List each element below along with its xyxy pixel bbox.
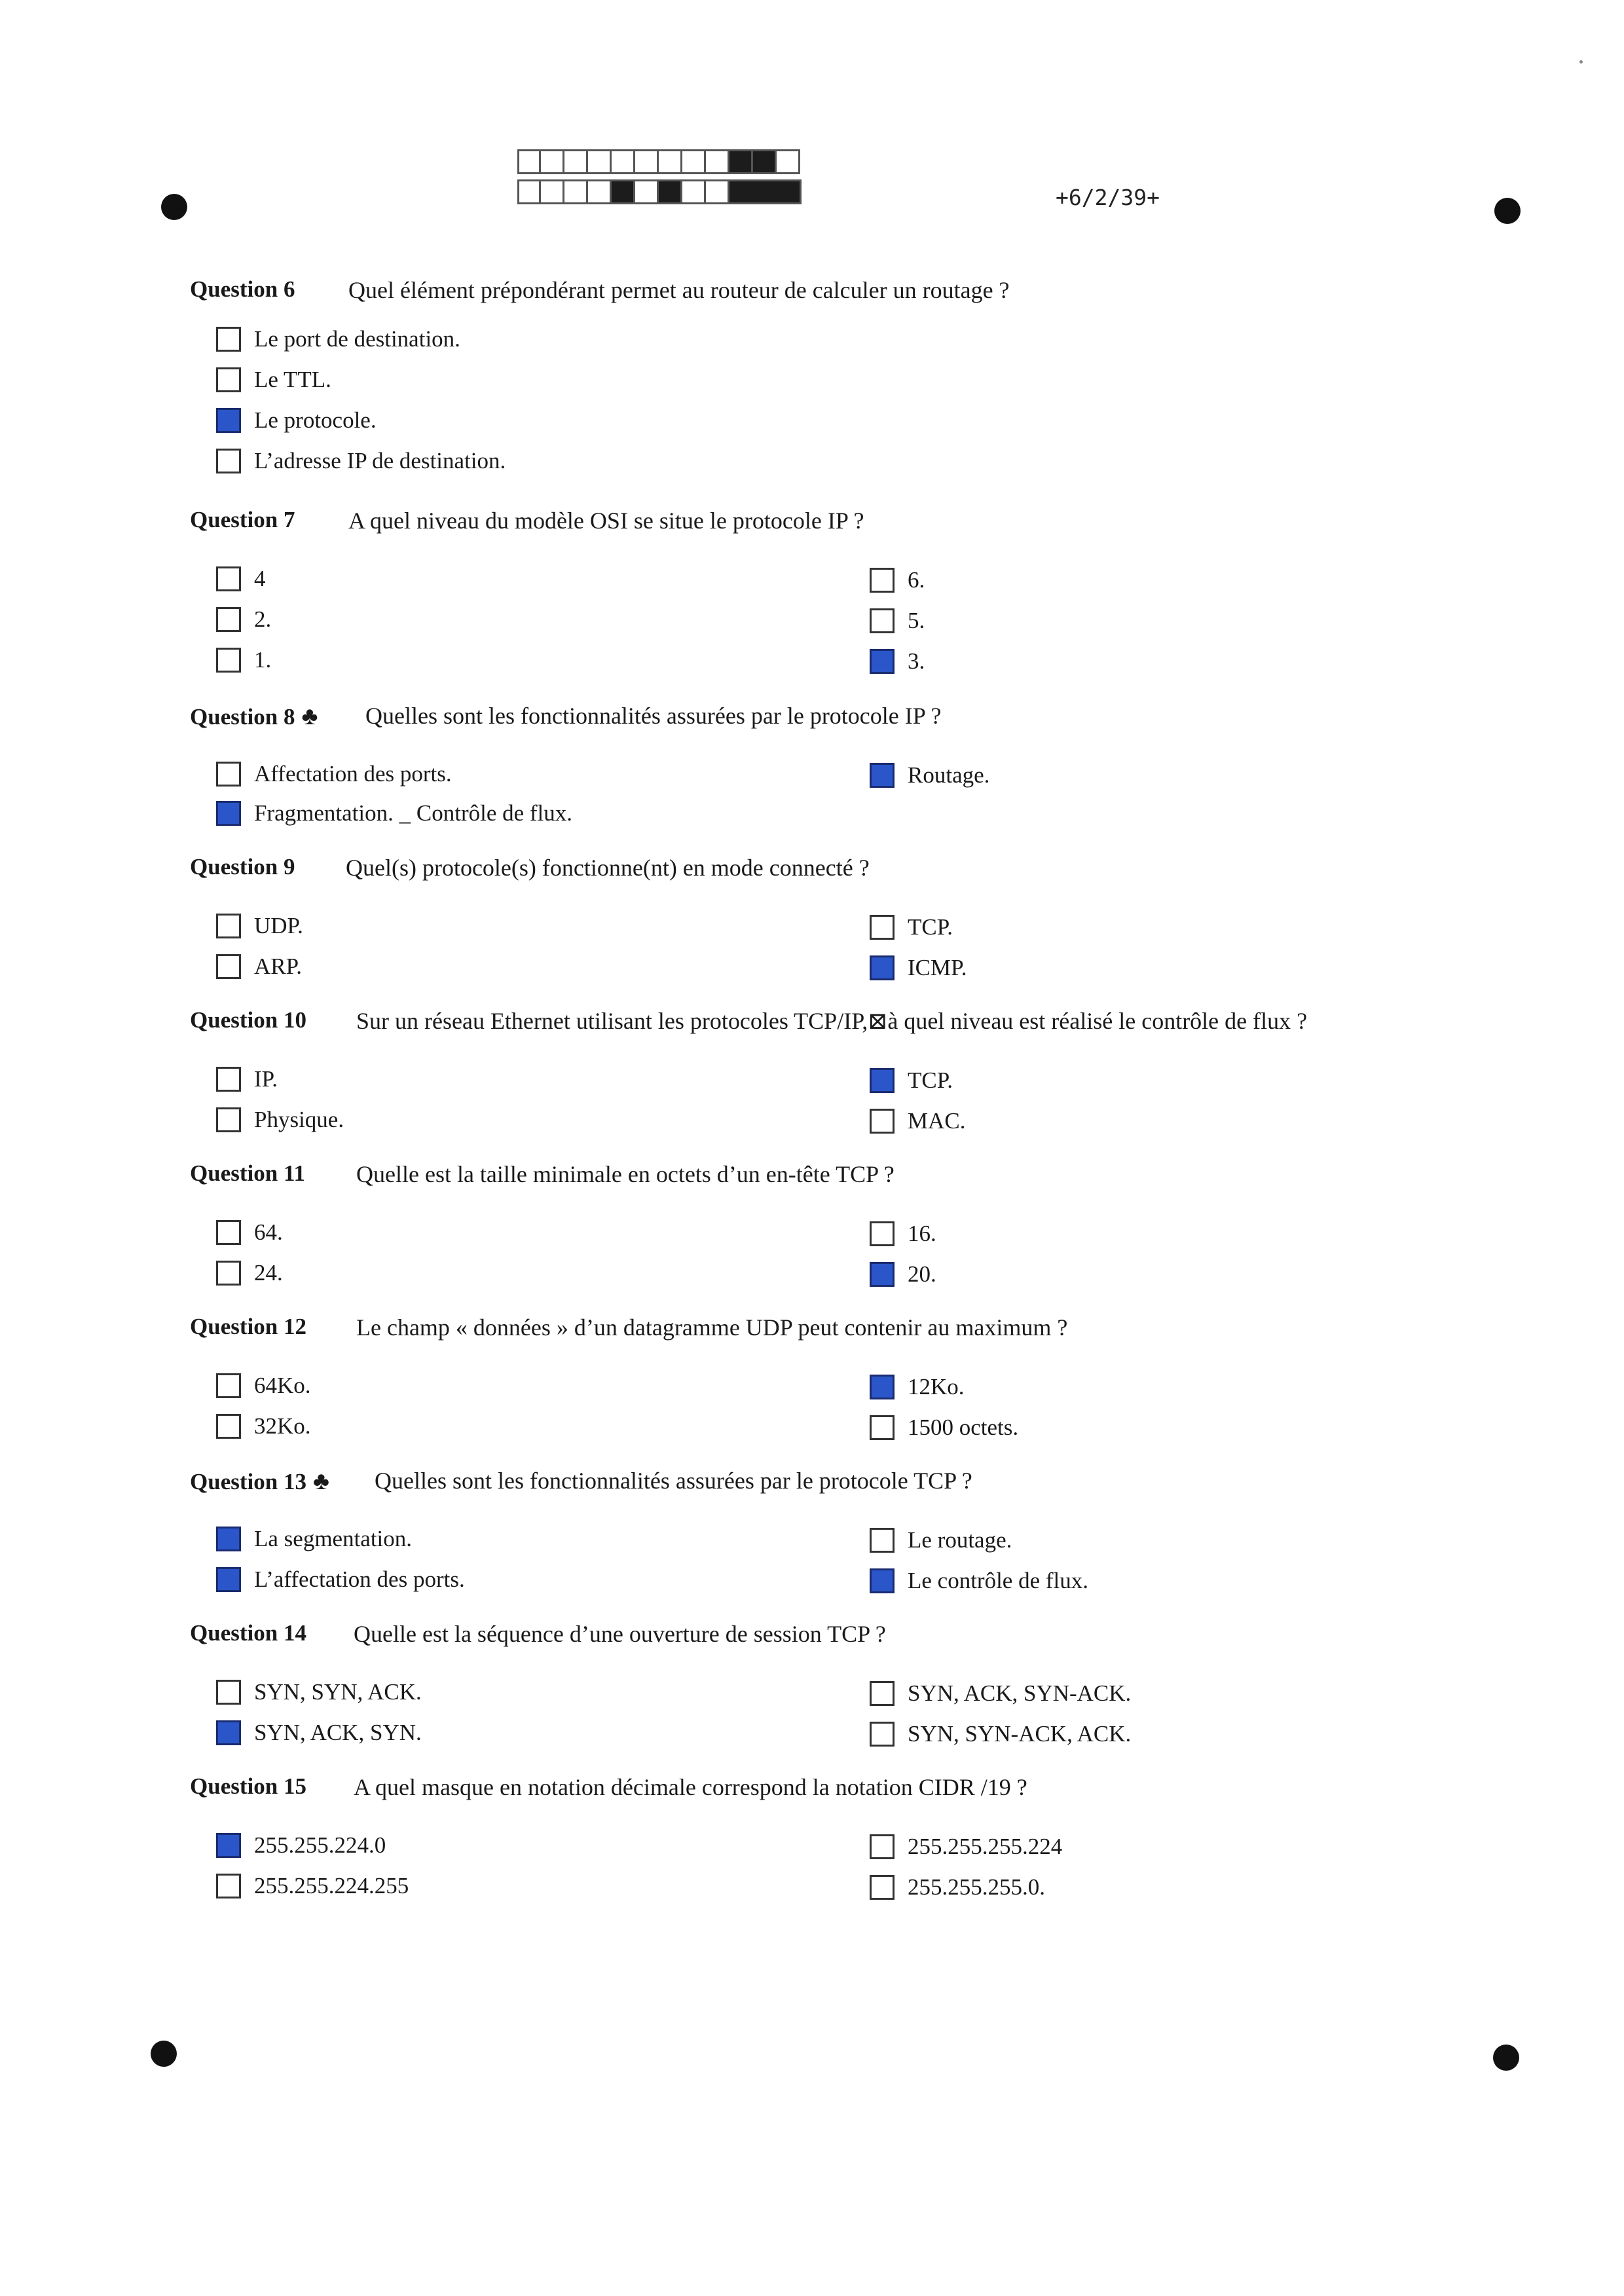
- choice-label: 12Ko.: [908, 1374, 965, 1399]
- checkbox[interactable]: [216, 1261, 241, 1286]
- checkbox[interactable]: [216, 954, 241, 979]
- choice-label: 32Ko.: [254, 1413, 311, 1439]
- question-text: Quelles sont les fonctionnalités assurées par le protocole IP ?: [365, 703, 942, 729]
- checkbox[interactable]: [216, 607, 241, 632]
- choice-label: 20.: [908, 1261, 936, 1287]
- question-header: [190, 1314, 306, 1340]
- choice-label: MAC.: [908, 1108, 966, 1134]
- question-label: Question 6: [190, 276, 295, 302]
- checkbox[interactable]: [216, 648, 241, 673]
- question-text: Quelles sont les fonctionnalités assurées par le protocole TCP ?: [375, 1468, 972, 1494]
- choice[interactable]: [870, 1834, 1062, 1860]
- checkbox[interactable]: [870, 608, 895, 633]
- checkbox-checked[interactable]: [216, 1527, 241, 1551]
- checkbox[interactable]: [216, 449, 241, 473]
- choice-label: ARP.: [254, 954, 302, 979]
- code-cell: [706, 179, 729, 204]
- question-header: [190, 702, 318, 731]
- code-cell: [517, 149, 541, 174]
- checkbox[interactable]: [216, 1107, 241, 1132]
- club-icon: ♣: [301, 703, 318, 730]
- choice-label: 255.255.224.255: [254, 1873, 409, 1898]
- checkbox[interactable]: [870, 1722, 895, 1747]
- choice-label: IP.: [254, 1066, 278, 1092]
- code-cell: [635, 149, 659, 174]
- choice-label: UDP.: [254, 913, 303, 938]
- page-code: +6/2/39+: [1056, 185, 1160, 210]
- choice[interactable]: [216, 326, 460, 352]
- choice[interactable]: [216, 407, 377, 434]
- checkbox[interactable]: [216, 367, 241, 392]
- choice[interactable]: [216, 1260, 283, 1286]
- choice[interactable]: [870, 1374, 965, 1400]
- checkbox[interactable]: [216, 914, 241, 938]
- question-13: [190, 1467, 1434, 1618]
- checkbox-checked[interactable]: [870, 1262, 895, 1287]
- choice[interactable]: [870, 1067, 953, 1094]
- checkbox-checked[interactable]: [216, 801, 241, 826]
- choice[interactable]: [216, 606, 271, 633]
- question-label: Question 7: [190, 507, 295, 532]
- choice-label: 5.: [908, 608, 925, 633]
- code-cell: [541, 149, 564, 174]
- checkbox-checked[interactable]: [216, 408, 241, 433]
- question-text: A quel masque en notation décimale correspond la notation CIDR /19 ?: [354, 1774, 1027, 1800]
- checkbox[interactable]: [870, 1415, 895, 1440]
- choice-label: SYN, SYN-ACK, ACK.: [908, 1721, 1132, 1747]
- question-header: [190, 1620, 306, 1646]
- choice-label: Le protocole.: [254, 407, 377, 433]
- question-12: [190, 1314, 1434, 1464]
- choice[interactable]: [216, 761, 452, 787]
- code-cell: [564, 149, 588, 174]
- choice[interactable]: [216, 647, 271, 673]
- choice[interactable]: [870, 1568, 1088, 1594]
- question-header: [190, 507, 295, 533]
- choice-label: L’adresse IP de destination.: [254, 448, 506, 473]
- choice[interactable]: [870, 914, 953, 940]
- checkbox[interactable]: [870, 915, 895, 940]
- checkbox[interactable]: [216, 1220, 241, 1245]
- club-icon: ♣: [312, 1468, 329, 1495]
- scan-speck: [1579, 60, 1583, 64]
- checkbox-checked[interactable]: [870, 649, 895, 674]
- choice-label: 255.255.255.224: [908, 1834, 1063, 1859]
- code-cell: [777, 149, 800, 174]
- checkbox[interactable]: [216, 1680, 241, 1705]
- question-8: [190, 702, 1434, 853]
- choice[interactable]: [216, 1066, 278, 1092]
- choice-label: L’affectation des ports.: [254, 1566, 465, 1592]
- checkbox[interactable]: [216, 1874, 241, 1898]
- checkbox-checked[interactable]: [216, 1833, 241, 1858]
- question-header: [190, 276, 295, 303]
- choice-label: 4: [254, 566, 266, 591]
- choice-label: TCP.: [908, 1067, 953, 1093]
- choice-label: TCP.: [908, 914, 953, 940]
- choice-label: SYN, ACK, SYN.: [254, 1720, 422, 1745]
- code-cell-filled: [612, 179, 635, 204]
- question-label: Question 12: [190, 1314, 306, 1339]
- choice[interactable]: [870, 1527, 1012, 1553]
- checkbox-checked[interactable]: [216, 1720, 241, 1745]
- choice-label: 6.: [908, 567, 925, 593]
- choice[interactable]: [216, 1832, 386, 1859]
- choice[interactable]: [216, 1566, 465, 1593]
- code-cell: [541, 179, 564, 204]
- choice[interactable]: [870, 1874, 1045, 1900]
- question-10: [190, 1007, 1434, 1158]
- choice-label: 1.: [254, 647, 272, 673]
- question-text: Quelle est la taille minimale en octets d’un en-tête TCP ?: [356, 1161, 895, 1187]
- choice[interactable]: [216, 448, 506, 474]
- question-7: [190, 507, 1434, 674]
- question-9: [190, 854, 1434, 1005]
- checkbox[interactable]: [870, 1221, 895, 1246]
- choice[interactable]: [870, 1221, 936, 1247]
- question-header: [190, 1773, 306, 1800]
- question-text: A quel niveau du modèle OSI se situe le protocole IP ?: [348, 508, 864, 534]
- code-cell-filled: [659, 179, 682, 204]
- checkbox-checked[interactable]: [870, 1068, 895, 1093]
- choice-label: Le TTL.: [254, 367, 331, 392]
- question-label: Question 13: [190, 1469, 306, 1494]
- choice[interactable]: [216, 1720, 422, 1746]
- choice-label: 64.: [254, 1219, 283, 1245]
- choice-label: 24.: [254, 1260, 283, 1286]
- choice-label: Le port de destination.: [254, 326, 460, 352]
- checkbox[interactable]: [870, 568, 895, 593]
- question-text: Quel élément prépondérant permet au routeur de calculer un routage ?: [348, 277, 1010, 303]
- choice-label: 255.255.255.0.: [908, 1874, 1045, 1900]
- code-cell-filled: [729, 179, 802, 204]
- checkbox[interactable]: [216, 1373, 241, 1398]
- question-6: [190, 276, 1434, 473]
- choice[interactable]: [216, 954, 302, 980]
- code-cell: [706, 149, 729, 174]
- question-11: [190, 1160, 1434, 1311]
- code-cell: [682, 179, 706, 204]
- choice[interactable]: [870, 1415, 1018, 1441]
- choice-label: Fragmentation. _ Contrôle de flux.: [254, 800, 573, 826]
- choice-label: Le contrôle de flux.: [908, 1568, 1089, 1593]
- checkbox[interactable]: [216, 1414, 241, 1439]
- registration-mark-top-left: [161, 194, 187, 220]
- choice-label: Physique.: [254, 1107, 344, 1132]
- choice[interactable]: [870, 608, 925, 634]
- checkbox[interactable]: [216, 1067, 241, 1092]
- choice[interactable]: [870, 762, 989, 788]
- question-header: [190, 1160, 305, 1187]
- question-header: [190, 1007, 306, 1033]
- checkbox[interactable]: [216, 762, 241, 787]
- checkbox-checked[interactable]: [870, 955, 895, 980]
- choice-label: 1500 octets.: [908, 1415, 1019, 1440]
- choice[interactable]: [216, 1373, 311, 1399]
- choice-label: 255.255.224.0: [254, 1832, 386, 1858]
- choice[interactable]: [216, 1219, 283, 1246]
- code-cell: [588, 149, 612, 174]
- question-header: [190, 1467, 329, 1496]
- code-cell: [517, 179, 541, 204]
- checkbox-checked[interactable]: [216, 1567, 241, 1592]
- checkbox[interactable]: [870, 1875, 895, 1900]
- choice[interactable]: [870, 648, 925, 675]
- checkbox[interactable]: [870, 1681, 895, 1706]
- code-cell: [612, 149, 635, 174]
- checkbox[interactable]: [870, 1109, 895, 1134]
- choice[interactable]: [870, 1680, 1131, 1707]
- choice-label: 16.: [908, 1221, 936, 1246]
- choice[interactable]: [216, 800, 572, 826]
- choice[interactable]: [216, 1526, 412, 1552]
- registration-mark-bottom-right: [1493, 2045, 1519, 2071]
- choice[interactable]: [216, 1413, 311, 1439]
- student-code-boxes-row-1: [517, 149, 800, 174]
- code-cell: [564, 179, 588, 204]
- choice[interactable]: [870, 1261, 936, 1287]
- choice[interactable]: [870, 1721, 1131, 1747]
- student-code-boxes-row-2: [517, 179, 802, 204]
- code-cell: [659, 149, 682, 174]
- code-cell-filled: [729, 149, 753, 174]
- choice-label: Affectation des ports.: [254, 761, 452, 787]
- question-text: Quel(s) protocole(s) fonctionne(nt) en mode connecté ?: [346, 855, 870, 881]
- choice[interactable]: [216, 367, 331, 393]
- choice[interactable]: [216, 566, 266, 592]
- code-cell: [635, 179, 659, 204]
- checkbox[interactable]: [870, 1834, 895, 1859]
- choice-label: 64Ko.: [254, 1373, 311, 1398]
- code-cell-filled: [753, 149, 777, 174]
- question-text: Le champ « données » d’un datagramme UDP peut contenir au maximum ?: [356, 1314, 1068, 1341]
- choice[interactable]: [870, 955, 967, 981]
- choice[interactable]: [216, 1679, 422, 1705]
- question-15: [190, 1773, 1434, 1924]
- question-label: Question 9: [190, 854, 295, 880]
- choice-label: SYN, SYN, ACK.: [254, 1679, 422, 1705]
- registration-mark-top-right: [1494, 198, 1521, 224]
- question-label: Question 8: [190, 704, 295, 730]
- choice-label: Routage.: [908, 762, 990, 788]
- choice-label: ICMP.: [908, 955, 967, 980]
- choice[interactable]: [870, 567, 925, 593]
- choice[interactable]: [216, 1107, 344, 1133]
- question-label: Question 15: [190, 1773, 306, 1799]
- checkbox[interactable]: [870, 1528, 895, 1553]
- question-label: Question 11: [190, 1160, 306, 1186]
- question-header: [190, 854, 295, 880]
- choice[interactable]: [216, 1873, 409, 1899]
- question-14: [190, 1620, 1434, 1771]
- choice-label: 2.: [254, 606, 272, 632]
- question-text: Sur un réseau Ethernet utilisant les protocoles TCP/IP,⊠à quel niveau est réalisé le contrôle de flux ?: [356, 1008, 1308, 1034]
- registration-mark-bottom-left: [151, 2041, 177, 2067]
- choice-label: SYN, ACK, SYN-ACK.: [908, 1680, 1132, 1706]
- choice-label: Le routage.: [908, 1527, 1012, 1553]
- checkbox-checked[interactable]: [870, 763, 895, 788]
- checkbox[interactable]: [216, 566, 241, 591]
- checkbox[interactable]: [216, 327, 241, 352]
- choice[interactable]: [870, 1108, 966, 1134]
- question-text: Quelle est la séquence d’une ouverture de session TCP ?: [354, 1621, 886, 1647]
- checkbox-checked[interactable]: [870, 1375, 895, 1399]
- choice[interactable]: [216, 913, 303, 939]
- choice-label: 3.: [908, 648, 925, 674]
- code-cell: [682, 149, 706, 174]
- code-cell: [588, 179, 612, 204]
- question-label: Question 10: [190, 1007, 306, 1033]
- checkbox-checked[interactable]: [870, 1568, 895, 1593]
- choice-label: La segmentation.: [254, 1526, 413, 1551]
- question-label: Question 14: [190, 1620, 306, 1646]
